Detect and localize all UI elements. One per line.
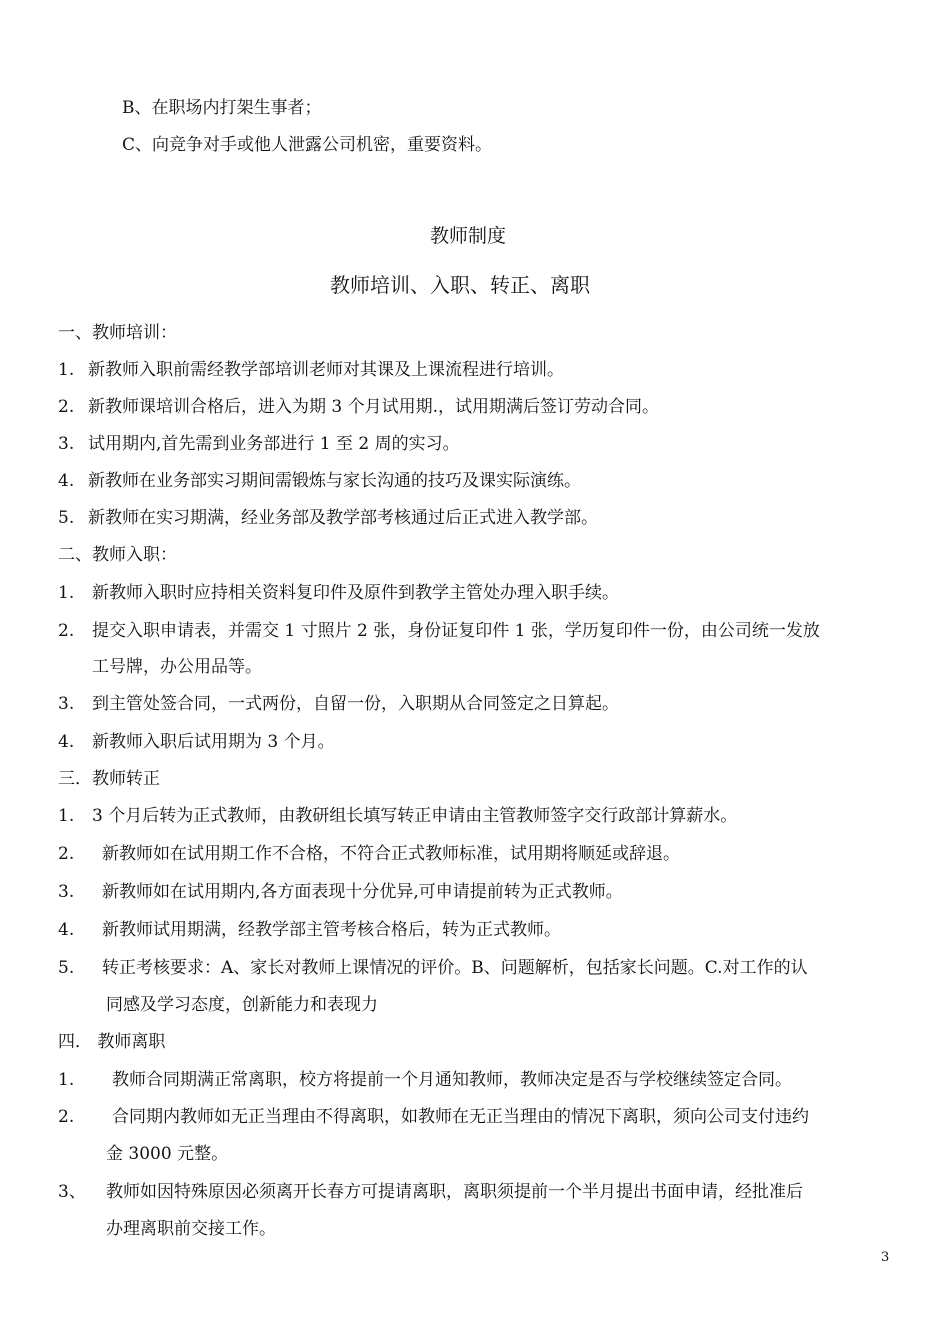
item-text: 教师如因特殊原因必须离开长春方可提请离职，离职须提前一个半月提出书面申请，经批准后 [106, 1182, 803, 1202]
item-text: 新教师在实习期满，经业务部及教学部考核通过后正式进入教学部。 [88, 508, 598, 528]
item-number: 1. [58, 806, 75, 826]
item-number: 3、 [58, 1182, 86, 1202]
item-text: 转正考核要求：A、家长对教师上课情况的评价。B、问题解析，包括家长问题。C.对工作的认 [102, 958, 808, 978]
item-number: 4. [58, 471, 75, 491]
item-text: 合同期内教师如无正当理由不得离职，如教师在无正当理由的情况下离职，须向公司支付违约 [112, 1107, 809, 1127]
section-heading: 三．教师转正 [58, 769, 160, 789]
item-text: 3 个月后转为正式教师，由教研组长填写转正申请由主管教师签字交行政部计算薪水。 [92, 806, 738, 826]
section-heading: 二、教师入职： [58, 545, 177, 565]
item-text: 新教师入职前需经教学部培训老师对其课及上课流程进行培训。 [88, 360, 564, 380]
clause-b: B、在职场内打架生事者； [122, 98, 322, 118]
item-number: 4. [58, 920, 75, 940]
item-number: 5. [58, 958, 75, 978]
page-number: 3 [881, 1250, 890, 1265]
item-text: 新教师如在试用期工作不合格，不符合正式教师标准，试用期将顺延或辞退。 [102, 844, 680, 864]
item-number: 2. [58, 844, 75, 864]
item-text-continued: 同感及学习态度，创新能力和表现力 [106, 995, 378, 1015]
item-text: 新教师课培训合格后，进入为期 3 个月试用期.，试用期满后签订劳动合同。 [88, 397, 660, 417]
item-text: 教师合同期满正常离职，校方将提前一个月通知教师，教师决定是否与学校继续签定合同。 [112, 1070, 792, 1090]
item-number: 2. [58, 621, 75, 641]
item-number: 2. [58, 1107, 75, 1127]
item-text: 到主管处签合同，一式两份，自留一份，入职期从合同签定之日算起。 [92, 694, 619, 714]
item-text: 新教师在业务部实习期间需锻炼与家长沟通的技巧及课实际演练。 [88, 471, 581, 491]
item-number: 5. [58, 508, 75, 528]
item-text: 试用期内,首先需到业务部进行 1 至 2 周的实习。 [88, 434, 460, 454]
item-text-continued: 办理离职前交接工作。 [106, 1219, 276, 1239]
item-text: 新教师试用期满，经教学部主管考核合格后，转为正式教师。 [102, 920, 561, 940]
item-number: 1. [58, 583, 75, 603]
item-number: 4. [58, 732, 75, 752]
item-text: 新教师入职后试用期为 3 个月。 [92, 732, 335, 752]
page-title: 教师制度 [430, 225, 507, 247]
item-text-continued: 工号牌，办公用品等。 [92, 657, 262, 677]
item-number: 1. [58, 360, 75, 380]
item-number: 2. [58, 397, 75, 417]
item-text: 新教师入职时应持相关资料复印件及原件到教学主管处办理入职手续。 [92, 583, 619, 603]
item-text: 新教师如在试用期内,各方面表现十分优异,可申请提前转为正式教师。 [102, 882, 623, 902]
section-heading: 四． 教师离职 [58, 1032, 166, 1052]
item-text: 提交入职申请表，并需交 1 寸照片 2 张，身份证复印件 1 张，学历复印件一份，由公司统一发放 [92, 621, 820, 641]
clause-c: C、向竞争对手或他人泄露公司机密，重要资料。 [122, 135, 493, 155]
section-heading: 一、教师培训： [58, 323, 177, 343]
item-text-continued: 金 3000 元整。 [106, 1144, 229, 1164]
item-number: 3. [58, 882, 75, 902]
item-number: 3. [58, 694, 75, 714]
item-number: 1. [58, 1070, 75, 1090]
item-number: 3. [58, 434, 75, 454]
page-subtitle: 教师培训、入职、转正、离职 [330, 273, 590, 297]
